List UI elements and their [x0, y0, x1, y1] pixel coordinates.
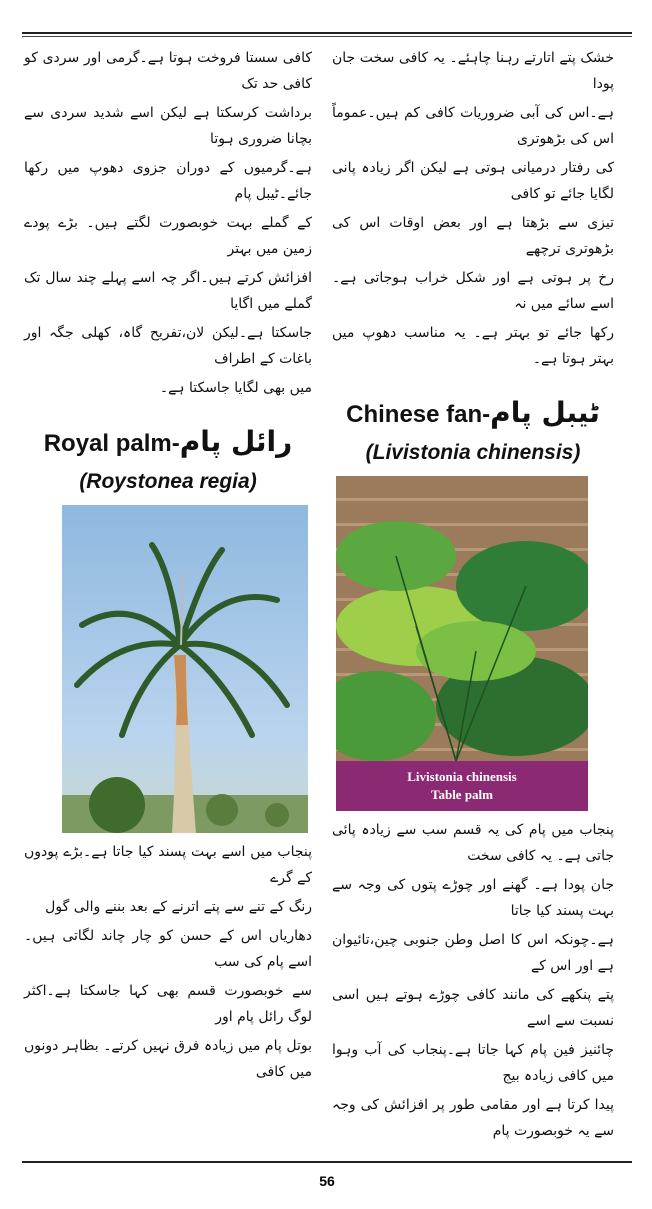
text-line: کے گملے بہت خوبصورت لگتے ہیں۔ بڑے پودے زمین میں بہتر: [24, 215, 312, 257]
text-line: تیزی سے بڑھتا ہے اور بعض اوقات اس کی بڑھوتری ترچھے: [332, 215, 614, 257]
text-line: رنگ کے تنے سے پتے اترنے کے بعد بننے والی گول: [45, 899, 312, 915]
page-number: 56: [319, 1173, 335, 1189]
text-line: میں بھی لگایا جاسکتا ہے۔: [159, 380, 312, 396]
right-column: [332, 45, 614, 1147]
right-column-top-text: [332, 45, 614, 375]
top-rule-thin: [22, 36, 632, 37]
royal-palm-title-en: Royal palm: [43, 430, 172, 457]
royal-palm-heading: Royal palm-رائل پام: [43, 425, 293, 458]
text-line: رکھا جائے تو بہتر ہے۔ یہ مناسب دھوپ میں بہتر ہوتا ہے۔: [332, 325, 614, 367]
text-line: خشک پتے اتارتے رہنا چاہئے۔ یہ کافی سخت جان پودا: [332, 50, 614, 92]
text-line: جاسکتا ہے۔لیکن لان،تفریح گاہ، کھلی جگہ اور باغات کے اطراف: [24, 325, 312, 367]
chinese-fan-photo: [336, 476, 588, 811]
text-line: ہے۔چونکہ اس کا اصل وطن جنوبی چین،تائیوان ہے اور اس کے: [332, 932, 614, 974]
text-line: کافی سستا فروخت ہوتا ہے۔گرمی اور سردی کو کافی حد تک: [24, 50, 312, 92]
royal-palm-photo: [62, 505, 308, 833]
royal-palm-title-ur: رائل پام: [179, 425, 293, 458]
text-line: افزائش کرتے ہیں۔اگر چہ اسے پہلے چند سال تک گملے میں اگایا: [24, 270, 312, 312]
text-line: پنجاب میں اسے بہت پسند کیا جاتا ہے۔بڑے پودوں کے گرے: [24, 844, 312, 886]
text-line: پیدا کرتا ہے اور مقامی طور پر افزائش کی وجہ سے یہ خوبصورت پام: [332, 1097, 614, 1139]
text-line: بوتل پام میں زیادہ فرق نہیں کرتے۔ بظاہر دونوں میں کافی: [24, 1038, 312, 1080]
left-column-bottom-text: [24, 839, 312, 1088]
chinese-fan-title-ur: ٹیبل پام: [490, 396, 600, 429]
chinese-fan-heading: Chinese fan-ٹیبل پام: [346, 396, 600, 429]
top-rule: [22, 32, 632, 34]
left-column: [24, 45, 312, 1147]
text-line: ہے۔گرمیوں کے دوران جزوی دھوپ میں رکھا جائے۔ٹیبل پام: [24, 160, 312, 202]
two-column-layout: [22, 45, 632, 1147]
text-line: کی رفتار درمیانی ہوتی ہے لیکن اگر زیادہ پانی لگایا جائے تو کافی: [332, 160, 614, 202]
bottom-rule: [22, 1161, 632, 1163]
caption-line-2: Table palm: [430, 787, 493, 802]
photo-caption: [336, 761, 588, 811]
text-line: ہے۔اس کی آبی ضروریات کافی کم ہیں۔عموماً اس کی بڑھوتری: [332, 105, 614, 147]
chinese-fan-title-en: Chinese fan: [346, 401, 483, 428]
text-line: چائنیز فین پام کہا جاتا ہے۔پنجاب کی آب وہوا میں کافی زیادہ بیج: [332, 1042, 614, 1084]
left-column-top-text: [24, 45, 312, 404]
chinese-fan-scientific-name: (Livistonia chinensis): [365, 441, 581, 464]
text-line: پنجاب میں پام کی یہ قسم سب سے زیادہ پائی جاتی ہے۔ یہ کافی سخت: [332, 822, 614, 864]
text-line: پتے پنکھے کی مانند کافی چوڑے ہوتے ہیں اسی نسبت سے اسے: [332, 987, 614, 1029]
right-column-bottom-text: [332, 817, 614, 1147]
royal-palm-scientific-name: (Roystonea regia): [79, 470, 257, 493]
text-line: جان پودا ہے۔ گھنے اور چوڑے پتوں کی وجہ سے بہت پسند کیا جاتا: [332, 877, 614, 919]
text-line: دھاریاں اس کے حسن کو چار چاند لگاتی ہیں۔اسے پام کی سب: [24, 928, 312, 970]
text-line: رخ پر ہوتی ہے اور شکل خراب ہوجاتی ہے۔اسے سائے میں نہ: [332, 270, 614, 312]
text-line: سے خوبصورت قسم بھی کہا جاسکتا ہے۔اکثر لوگ رائل پام اور: [24, 983, 312, 1025]
text-line: برداشت کرسکتا ہے لیکن اسے شدید سردی سے بچانا ضروری ہوتا: [24, 105, 312, 147]
caption-line-1: Livistonia chinensis: [407, 769, 517, 784]
